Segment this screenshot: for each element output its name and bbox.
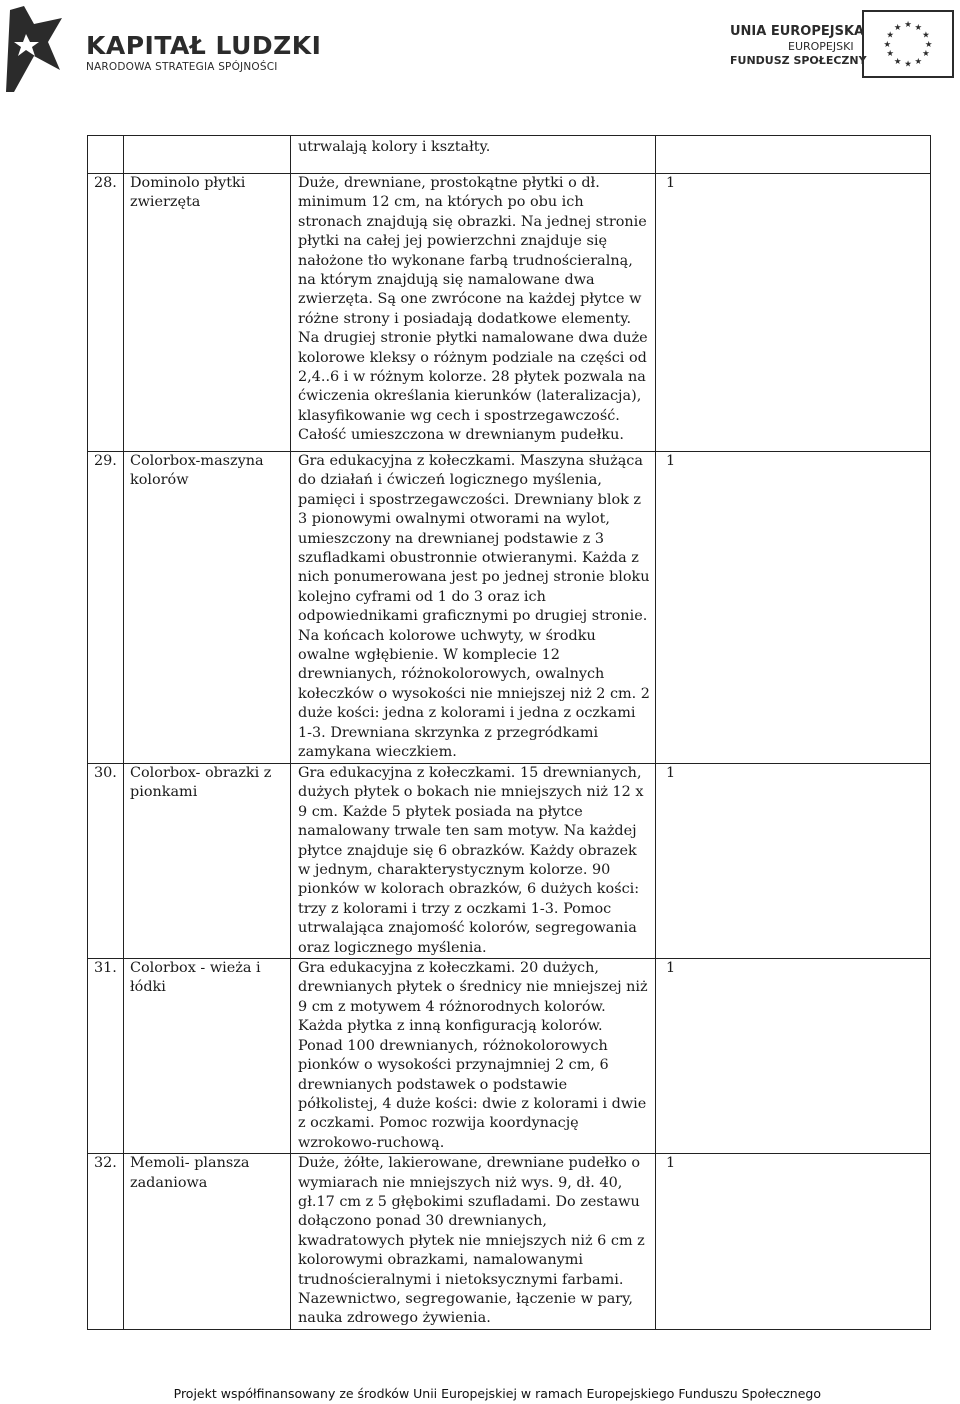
kapital-ludzki-wordmark xyxy=(86,32,321,73)
svg-text:★: ★ xyxy=(922,48,930,59)
row-number: 29. xyxy=(88,452,124,764)
item-name: Dominolo płytki zwierzęta xyxy=(124,174,291,452)
continuation-text: utrwalają kolory i kształty. xyxy=(298,139,491,155)
kapital-ludzki-title: KAPITAŁ LUDZKI xyxy=(86,31,322,60)
item-description: Gra edukacyjna z kołeczkami. 20 dużych, drewnianych płytek o średnicy nie mniejszej niż 9 cm z motywem 4 różnorodnych kolorów. Każda płytka z inną konfiguracją kolorów. Ponad 100 drewnianych, różnokolorowych pionków o wysokości przynajmniej 2 cm, 6 drewnianych podstawek o podstawie półkolistej, 4 duże kości: dwie z kolorami i dwie z oczkami. Pomoc rozwija koordynację wzrokowo-ruchową. xyxy=(291,959,656,1154)
item-name: Colorbox - wieża i łódki xyxy=(124,959,291,1154)
svg-text:★: ★ xyxy=(914,55,923,66)
table-row xyxy=(88,452,931,764)
item-description: Gra edukacyjna z kołeczkami. 15 drewnianych, dużych płytek o bokach nie mniejszych niż 12 x 9 cm. Każde 5 płytek posiada na płytce namalowany trwale ten sam motyw. Na każdej płytce znajduje się 6 obrazków. Każdy obrazek w jednym, charakterystycznym kolorze. 90 pionków w kolorach obrazków, 6 dużych kości: trzy z kolorami i trzy z oczkami 1-3. Pomoc utrwalająca znajomość kolorów, segregowania oraz logicznego myślenia. xyxy=(291,764,656,959)
item-description: Gra edukacyjna z kołeczkami. Maszyna służąca do działań i ćwiczeń logicznego myślenia, pamięci i spostrzegawczości. Drewniany blok z 3 pionowymi owalnymi otworami na wylot, umieszczony na drewnianej podstawie z 3 szufladkami obustronnie otwieranymi. Każda z nich ponumerowana jest po jednej stronie bloku kolejno cyframi od 1 do 3 oraz ich odpowiednikami graficznymi po drugiej stronie. Na końcach kolorowe uchwyty, w środku owalne wgłębienie. W komplecie 12 drewnianych, różnokolorowych, owalnych kołeczków o wysokości nie mniejszej niż 2 cm. 2 duże kości: jedna z kolorami i jedna z oczkami 1-3. Drewniana skrzynka z przegródkami zamykana wieczkiem. xyxy=(291,452,656,764)
equipment-table xyxy=(87,135,931,1330)
eu-line2: EUROPEJSKI xyxy=(788,40,854,53)
eu-line3: FUNDUSZ SPOŁECZNY xyxy=(730,54,867,67)
svg-text:★: ★ xyxy=(924,38,933,49)
svg-text:★: ★ xyxy=(904,19,912,30)
svg-text:★: ★ xyxy=(914,21,923,32)
table-row xyxy=(88,1154,931,1330)
svg-text:★: ★ xyxy=(886,48,894,59)
item-quantity: 1 xyxy=(656,452,931,764)
kapital-ludzki-subtitle: NARODOWA STRATEGIA SPÓJNOŚCI xyxy=(86,61,278,73)
svg-text:★: ★ xyxy=(893,21,902,32)
table-row xyxy=(88,174,931,452)
table-row xyxy=(88,959,931,1154)
svg-text:★: ★ xyxy=(886,29,894,40)
item-name: Colorbox- obrazki z pionkami xyxy=(124,764,291,959)
table-row xyxy=(88,136,931,174)
item-name xyxy=(124,136,291,174)
row-number: 30. xyxy=(88,764,124,959)
item-quantity xyxy=(656,136,931,174)
row-number xyxy=(88,136,124,174)
item-quantity: 1 xyxy=(656,764,931,959)
item-name: Memoli- plansza zadaniowa xyxy=(124,1154,291,1330)
svg-text:★: ★ xyxy=(883,38,892,49)
page-header xyxy=(0,0,960,100)
eu-flag-icon xyxy=(862,10,954,78)
table-row xyxy=(88,764,931,959)
item-quantity: 1 xyxy=(656,959,931,1154)
svg-text:★: ★ xyxy=(922,29,930,40)
eu-wordmark xyxy=(730,24,867,68)
svg-text:★: ★ xyxy=(904,58,912,69)
svg-text:★: ★ xyxy=(893,55,902,66)
footer-text: Projekt współfinansowany ze środków Unii Europejskiej w ramach Europejskiego Funduszu Społecznego xyxy=(173,1386,821,1401)
item-description: Duże, żółte, lakierowane, drewniane pudełko o wymiarach nie mniejszych niż wys. 9, dł. 40, gł.17 cm z 5 głębokimi szufladami. Do zestawu dołączono ponad 30 drewnianych, kwadratowych płytek nie mniejszych niż 6 cm z kolorowymi obrazkami, namalowanymi trudnościeralnymi i nietoksycznymi farbami. Nazewnictwo, segregowanie, łączenie w pary, nauka zdrowego żywienia. xyxy=(291,1154,656,1330)
item-quantity: 1 xyxy=(656,174,931,452)
item-description xyxy=(291,136,656,174)
item-quantity: 1 xyxy=(656,1154,931,1330)
row-number: 31. xyxy=(88,959,124,1154)
item-name: Colorbox-maszyna kolorów xyxy=(124,452,291,764)
row-number: 28. xyxy=(88,174,124,452)
row-number: 32. xyxy=(88,1154,124,1330)
kapital-ludzki-logo-icon xyxy=(4,4,66,94)
item-description: Duże, drewniane, prostokątne płytki o dł. minimum 12 cm, na których po obu ich stronach znajdują się obrazki. Na jednej stronie płytki na całej jej powierzchni znajduje się nałożone tło wykonane farbą trudnościeralną, na którym znajdują się namalowane dwa zwierzęta. Są one zwrócone na każdej płytce w różne strony i posiadają dodatkowe elementy. Na drugiej stronie płytki namalowane dwa duże kolorowe kleksy o różnym podziale na części od 2,4..6 i w różnym kolorze. 28 płytek pozwala na ćwiczenia określania kierunków (lateralizacja), klasyfikowanie wg cech i spostrzegawczość. Całość umieszczona w drewnianym pudełku. xyxy=(291,174,656,452)
eu-line1: UNIA EUROPEJSKA xyxy=(730,24,865,39)
